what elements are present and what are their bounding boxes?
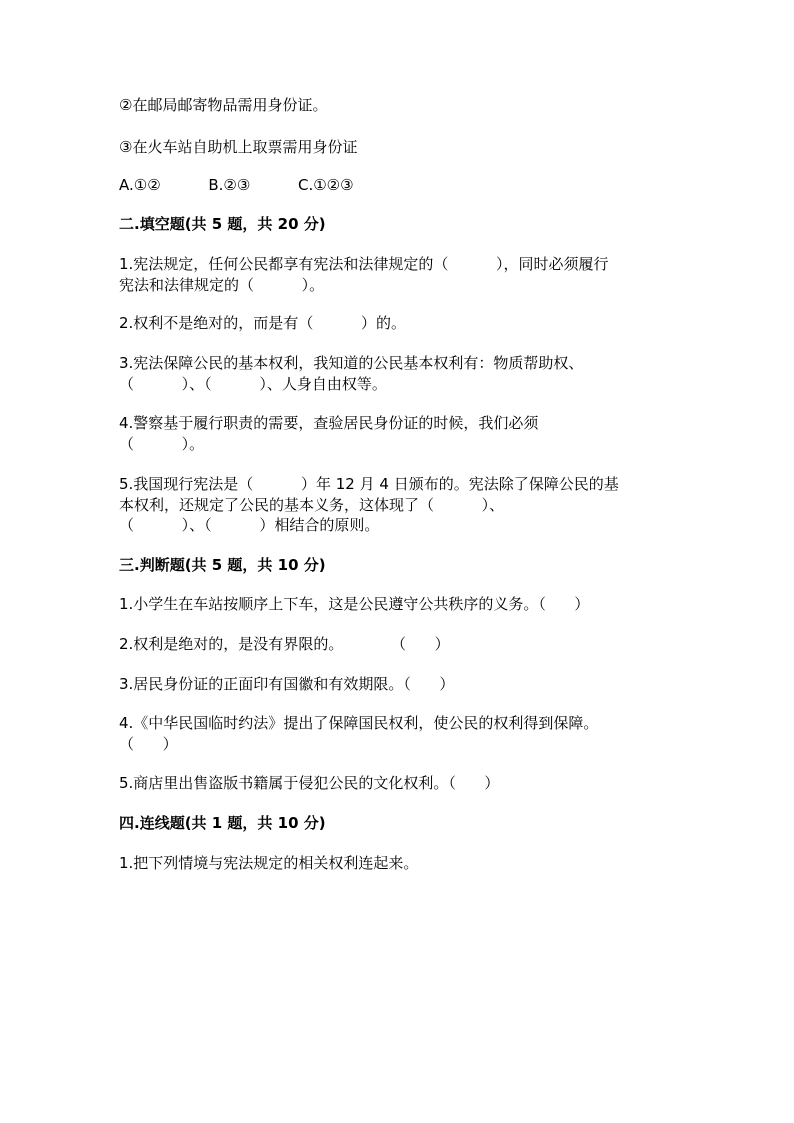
true-false-q5: 5.商店里出售盗版书籍属于侵犯公民的文化权利。（ ）	[119, 774, 500, 792]
true-false-q3: 3.居民身份证的正面印有国徽和有效期限。（ ）	[119, 675, 455, 693]
fill-blank-q4-line1: 4.警察基于履行职责的需要，查验居民身份证的时候，我们必须	[119, 414, 539, 432]
true-false-q4-line2: （ ）	[119, 735, 178, 753]
section-heading-matching: 四.连线题(共 1 题，共 10 分)	[119, 814, 326, 832]
fill-blank-q5-line3: （ ）、（ ）相结合的原则。	[119, 516, 380, 534]
fill-blank-q1-line2: 宪法和法律规定的（ ）。	[119, 276, 325, 294]
fill-blank-q4-line2: （ ）。	[119, 435, 205, 453]
section-heading-true-false: 三.判断题(共 5 题，共 10 分)	[119, 556, 326, 574]
true-false-q1: 1.小学生在车站按顺序上下车，这是公民遵守公共秩序的义务。（ ）	[119, 595, 590, 613]
fill-blank-q2: 2.权利不是绝对的，而是有（ ）的。	[119, 314, 406, 332]
fill-blank-q3-line1: 3.宪法保障公民的基本权利，我知道的公民基本权利有：物质帮助权、	[119, 354, 584, 372]
true-false-q2: 2.权利是绝对的，是没有界限的。 （ ）	[119, 635, 450, 653]
option-item-3: ③在火车站自助机上取票需用身份证	[119, 138, 358, 156]
fill-blank-q3-line2: （ ）、（ ）、人身自由权等。	[119, 375, 387, 393]
fill-blank-q1-line1: 1.宪法规定，任何公民都享有宪法和法律规定的（ ），同时必须履行	[119, 255, 609, 273]
answer-choices: A.①② B.②③ C.①②③	[119, 176, 354, 194]
option-item-2: ②在邮局邮寄物品需用身份证。	[119, 96, 328, 114]
fill-blank-q5-line1: 5.我国现行宪法是（ ）年 12 月 4 日颁布的。宪法除了保障公民的基	[119, 475, 619, 493]
true-false-q4-line1: 4.《中华民国临时约法》提出了保障国民权利，使公民的权利得到保障。	[119, 714, 599, 732]
fill-blank-q5-line2: 本权利，还规定了公民的基本义务，这体现了（ ）、	[119, 496, 505, 514]
section-heading-fill-blank: 二.填空题(共 5 题，共 20 分)	[119, 215, 326, 233]
matching-q1: 1.把下列情境与宪法规定的相关权利连起来。	[119, 854, 419, 872]
